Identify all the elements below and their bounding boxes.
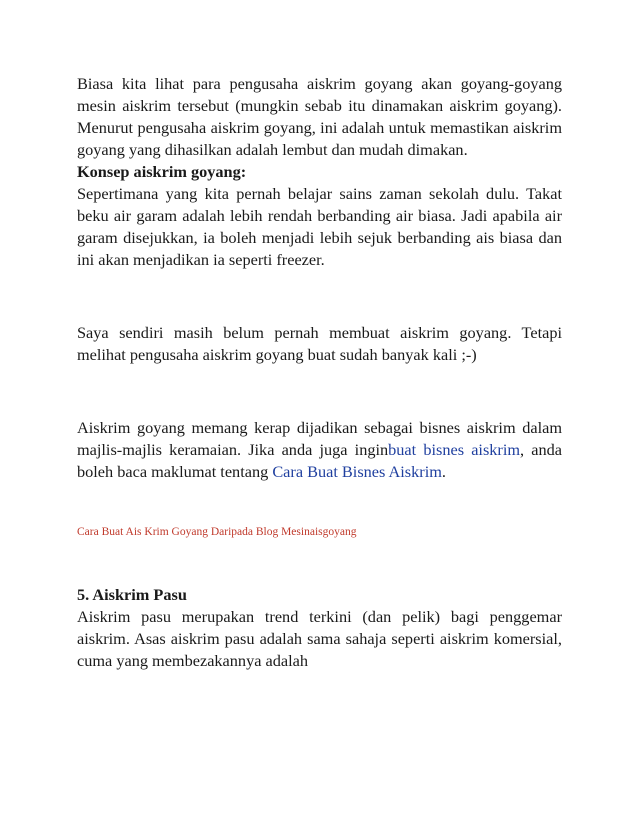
spacer — [77, 366, 562, 417]
source-credit: Cara Buat Ais Krim Goyang Daripada Blog Mesinaisgoyang — [77, 526, 357, 538]
spacer — [77, 271, 562, 322]
buat-bisnes-aiskrim-link[interactable]: buat bisnes aiskrim — [388, 440, 521, 459]
document-page — [77, 73, 562, 672]
bisnes-text-2: , anda boleh baca maklumat tentang — [77, 440, 562, 481]
intro-paragraph: Biasa kita lihat para pengusaha aiskrim goyang akan goyang-goyang mesin aiskrim tersebut (mungkin sebab itu dinamakan aiskrim goyang). Menurut pengusaha aiskrim goyang, ini adalah untuk memastikan aiskrim goyang yang dihasilkan adalah lembut dan mudah dimakan. — [77, 74, 562, 159]
konsep-heading: Konsep aiskrim goyang: — [77, 162, 247, 181]
bisnes-paragraph — [77, 417, 562, 483]
bisnes-text-3: . — [441, 462, 446, 481]
spacer — [77, 483, 562, 524]
aiskrim-pasu-heading: 5. Aiskrim Pasu — [77, 585, 187, 604]
konsep-paragraph: Sepertimana yang kita pernah belajar sains zaman sekolah dulu. Takat beku air garam adalah lebih rendah berbanding air biasa. Jadi apabila air garam disejukkan, ia boleh menjadi lebih sejuk berbanding ais biasa dan ini akan menjadikan ia seperti freezer. — [77, 184, 562, 269]
aiskrim-pasu-paragraph: Aiskrim pasu merupakan trend terkini (dan pelik) bagi penggemar aiskrim. Asas aiskrim pasu adalah sama sahaja seperti aiskrim komersial, cuma yang membezakannya adalah — [77, 607, 562, 670]
cara-buat-bisnes-aiskrim-link[interactable]: Cara Buat Bisnes Aiskrim — [272, 462, 442, 481]
sendiri-paragraph: Saya sendiri masih belum pernah membuat aiskrim goyang. Tetapi melihat pengusaha aiskrim goyang buat sudah banyak kali ;-) — [77, 323, 562, 364]
spacer — [77, 540, 562, 584]
bisnes-text-1: Aiskrim goyang memang kerap dijadikan sebagai bisnes aiskrim dalam majlis-majlis keramaian. Jika anda juga ingin — [77, 418, 562, 459]
